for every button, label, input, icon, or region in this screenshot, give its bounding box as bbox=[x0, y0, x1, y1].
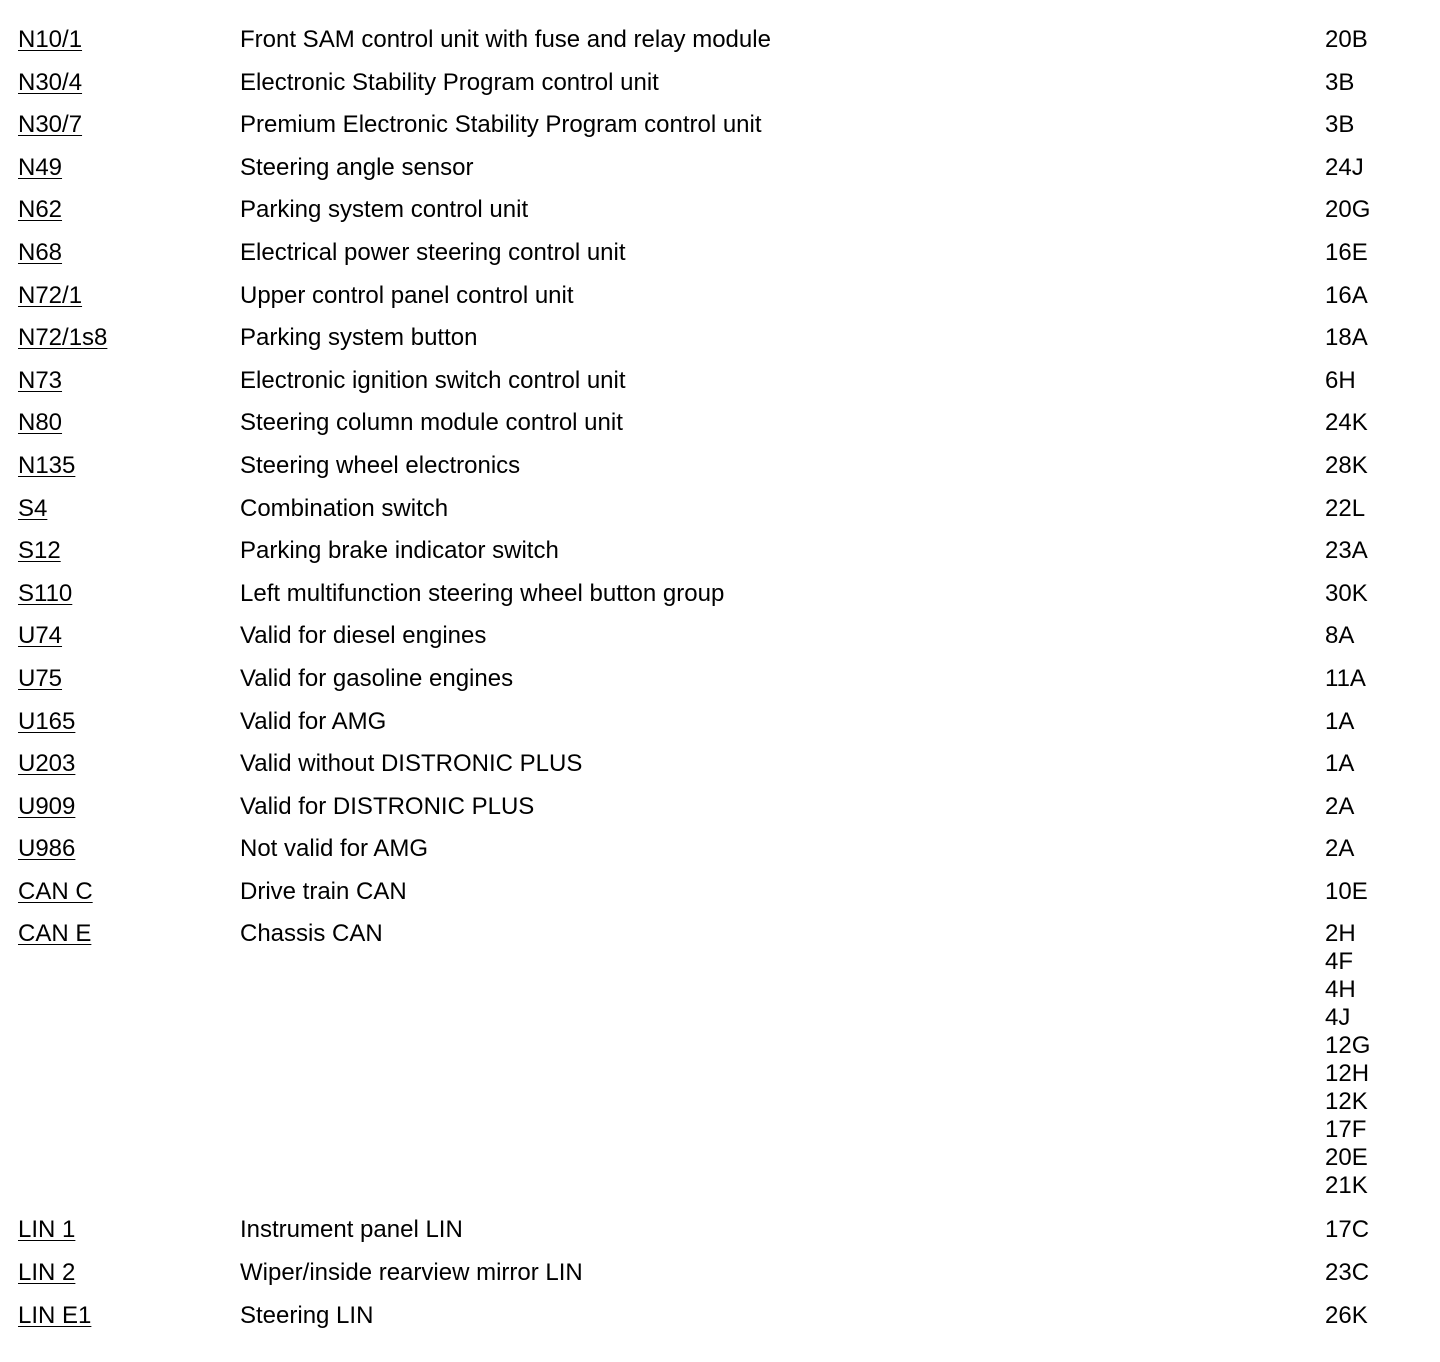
component-code-link[interactable]: N72/1 bbox=[18, 281, 83, 309]
component-description: Parking system control unit bbox=[240, 196, 529, 224]
component-description: Steering LIN bbox=[240, 1301, 374, 1329]
grid-location: 12H bbox=[1325, 1060, 1370, 1088]
component-code-link[interactable]: CAN E bbox=[18, 920, 92, 948]
component-code-link[interactable]: N68 bbox=[18, 238, 63, 266]
component-description: Instrument panel LIN bbox=[240, 1216, 463, 1244]
component-description: Chassis CAN bbox=[240, 920, 383, 948]
legend-row bbox=[0, 831, 1440, 874]
component-description: Steering wheel electronics bbox=[240, 451, 521, 479]
component-legend-table bbox=[0, 22, 1440, 1340]
component-code-link[interactable]: U203 bbox=[18, 750, 76, 778]
grid-location: 2A bbox=[1325, 835, 1355, 863]
grid-location: 18A bbox=[1325, 324, 1368, 352]
component-code-link[interactable]: U165 bbox=[18, 707, 76, 735]
component-description: Valid for DISTRONIC PLUS bbox=[240, 792, 535, 820]
legend-row bbox=[0, 405, 1440, 448]
legend-row bbox=[0, 874, 1440, 917]
component-description: Parking brake indicator switch bbox=[240, 537, 559, 565]
component-description: Combination switch bbox=[240, 494, 449, 522]
grid-location: 22L bbox=[1325, 494, 1366, 522]
component-code-link[interactable]: LIN 1 bbox=[18, 1216, 76, 1244]
legend-row bbox=[0, 576, 1440, 619]
grid-location: 17C bbox=[1325, 1216, 1370, 1244]
legend-row bbox=[0, 1255, 1440, 1298]
grid-location: 1A bbox=[1325, 707, 1355, 735]
component-description: Electrical power steering control unit bbox=[240, 238, 626, 266]
grid-location: 4F bbox=[1325, 948, 1354, 976]
grid-location: 23A bbox=[1325, 537, 1368, 565]
legend-row bbox=[0, 320, 1440, 363]
grid-location: 12K bbox=[1325, 1088, 1368, 1116]
grid-location: 30K bbox=[1325, 579, 1368, 607]
legend-row bbox=[0, 192, 1440, 235]
legend-row bbox=[0, 704, 1440, 747]
grid-location: 20G bbox=[1325, 196, 1371, 224]
grid-location: 12G bbox=[1325, 1032, 1371, 1060]
component-description: Parking system button bbox=[240, 324, 478, 352]
grid-location: 16E bbox=[1325, 238, 1368, 266]
legend-row bbox=[0, 1298, 1440, 1341]
grid-location: 26K bbox=[1325, 1301, 1368, 1329]
component-description: Left multifunction steering wheel button group bbox=[240, 579, 725, 607]
component-code-link[interactable]: N73 bbox=[18, 366, 63, 394]
grid-location: 21K bbox=[1325, 1172, 1368, 1200]
grid-location: 2A bbox=[1325, 792, 1355, 820]
legend-row bbox=[0, 661, 1440, 704]
component-code-link[interactable]: LIN 2 bbox=[18, 1259, 76, 1287]
component-description: Steering angle sensor bbox=[240, 153, 474, 181]
grid-location: 17F bbox=[1325, 1116, 1367, 1144]
component-description: Not valid for AMG bbox=[240, 835, 429, 863]
legend-row bbox=[0, 150, 1440, 193]
component-description: Valid for gasoline engines bbox=[240, 664, 514, 692]
component-code-link[interactable]: N30/4 bbox=[18, 68, 83, 96]
component-description: Valid for diesel engines bbox=[240, 622, 487, 650]
legend-row bbox=[0, 363, 1440, 406]
grid-location: 8A bbox=[1325, 622, 1355, 650]
legend-row bbox=[0, 107, 1440, 150]
component-description: Steering column module control unit bbox=[240, 409, 623, 437]
component-description: Drive train CAN bbox=[240, 877, 407, 905]
component-code-link[interactable]: N72/1s8 bbox=[18, 324, 108, 352]
legend-row bbox=[0, 491, 1440, 534]
grid-location: 1A bbox=[1325, 750, 1355, 778]
legend-row bbox=[0, 1212, 1440, 1255]
component-code-link[interactable]: S4 bbox=[18, 494, 48, 522]
component-description: Valid without DISTRONIC PLUS bbox=[240, 750, 583, 778]
legend-row bbox=[0, 789, 1440, 832]
grid-location: 2H bbox=[1325, 920, 1356, 948]
legend-row bbox=[0, 916, 1440, 1212]
grid-location: 20E bbox=[1325, 1144, 1368, 1172]
component-code-link[interactable]: N10/1 bbox=[18, 26, 83, 53]
grid-location: 4J bbox=[1325, 1004, 1351, 1032]
component-code-link[interactable]: N30/7 bbox=[18, 111, 83, 139]
component-code-link[interactable]: U75 bbox=[18, 664, 63, 692]
component-code-link[interactable]: N80 bbox=[18, 409, 63, 437]
component-code-link[interactable]: N62 bbox=[18, 196, 63, 224]
component-code-link[interactable]: S110 bbox=[18, 579, 73, 607]
legend-row bbox=[0, 278, 1440, 321]
grid-location: 16A bbox=[1325, 281, 1368, 309]
legend-row bbox=[0, 746, 1440, 789]
grid-location: 10E bbox=[1325, 877, 1368, 905]
grid-location: 3B bbox=[1325, 68, 1355, 96]
component-code-link[interactable]: CAN C bbox=[18, 877, 93, 905]
grid-location: 20B bbox=[1325, 26, 1368, 53]
grid-location: 24J bbox=[1325, 153, 1364, 181]
component-code-link[interactable]: U986 bbox=[18, 835, 76, 863]
component-description: Valid for AMG bbox=[240, 707, 387, 735]
legend-row bbox=[0, 65, 1440, 108]
grid-location: 3B bbox=[1325, 111, 1355, 139]
component-description: Electronic Stability Program control unit bbox=[240, 68, 659, 96]
grid-location-list bbox=[1325, 920, 1370, 1200]
component-description: Front SAM control unit with fuse and relay module bbox=[240, 26, 771, 53]
component-description: Electronic ignition switch control unit bbox=[240, 366, 626, 394]
legend-row bbox=[0, 533, 1440, 576]
component-code-link[interactable]: N135 bbox=[18, 451, 76, 479]
component-description: Wiper/inside rearview mirror LIN bbox=[240, 1259, 583, 1287]
grid-location: 23C bbox=[1325, 1259, 1370, 1287]
grid-location: 11A bbox=[1325, 664, 1366, 692]
grid-location: 24K bbox=[1325, 409, 1368, 437]
component-description: Upper control panel control unit bbox=[240, 281, 574, 309]
legend-row bbox=[0, 618, 1440, 661]
legend-row bbox=[0, 448, 1440, 491]
component-code-link[interactable]: U909 bbox=[18, 792, 76, 820]
component-code-link[interactable]: U74 bbox=[18, 622, 63, 650]
grid-location: 4H bbox=[1325, 976, 1356, 1004]
component-description: Premium Electronic Stability Program control unit bbox=[240, 111, 762, 139]
component-code-link[interactable]: N49 bbox=[18, 153, 63, 181]
component-code-link[interactable]: LIN E1 bbox=[18, 1301, 92, 1329]
legend-row bbox=[0, 235, 1440, 278]
component-code-link[interactable]: S12 bbox=[18, 537, 61, 565]
grid-location: 28K bbox=[1325, 451, 1368, 479]
grid-location: 6H bbox=[1325, 366, 1356, 394]
legend-row bbox=[0, 22, 1440, 65]
